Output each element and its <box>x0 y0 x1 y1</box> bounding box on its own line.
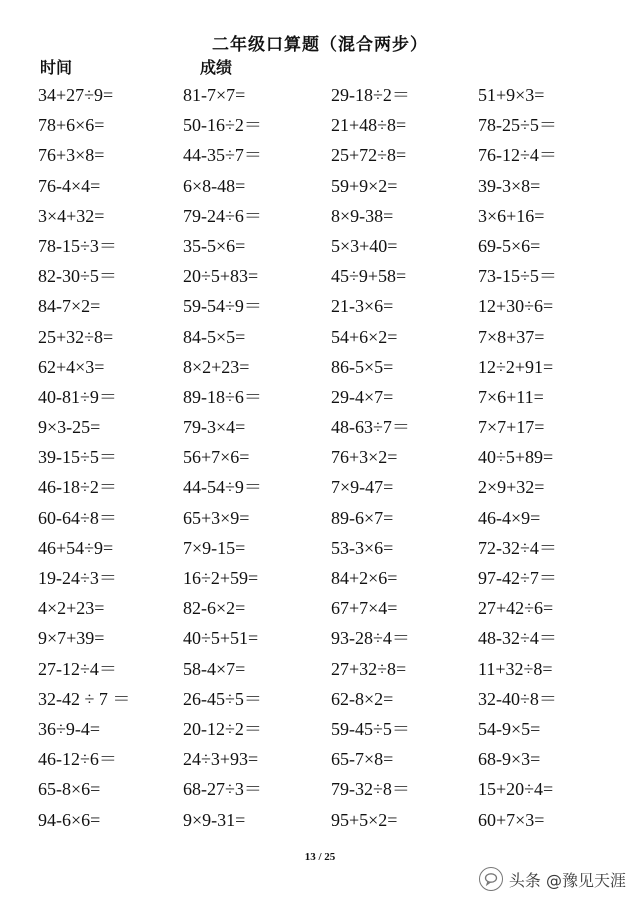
math-problem: 40÷5+89= <box>478 447 554 468</box>
math-problem: 89-6×7= <box>331 507 394 528</box>
math-problem: 32-40÷8＝ <box>478 688 557 709</box>
math-problem: 65-8×6= <box>38 779 101 800</box>
math-problem: 46-12÷6＝ <box>38 749 117 770</box>
math-problem: 21+48÷8= <box>331 115 407 136</box>
math-problem: 72-32÷4＝ <box>478 537 557 558</box>
math-problem: 39-3×8= <box>478 175 541 196</box>
chat-bubble-icon <box>479 867 503 891</box>
math-problem: 60-64÷8＝ <box>38 507 117 528</box>
math-problem: 79-3×4= <box>183 417 246 438</box>
math-problem: 89-18÷6＝ <box>183 386 262 407</box>
math-problem: 3×4+32= <box>38 205 105 226</box>
math-problem: 19-24÷3＝ <box>38 568 117 588</box>
math-problem: 9×3-25= <box>38 417 101 438</box>
math-problem: 97-42÷7＝ <box>478 568 557 588</box>
math-problem: 76-12÷4＝ <box>478 145 557 166</box>
math-problem: 44-54÷9＝ <box>183 477 262 498</box>
math-problem: 51+9×3= <box>478 85 545 105</box>
math-problem: 76+3×8= <box>38 145 105 166</box>
math-problem: 56+7×6= <box>183 447 250 468</box>
math-problem: 93-28÷4＝ <box>331 628 410 649</box>
math-problem: 54-9×5= <box>478 718 541 739</box>
math-problem: 46-18÷2＝ <box>38 477 117 498</box>
math-problem: 84-5×5= <box>183 326 246 347</box>
math-problem: 7×8+37= <box>478 326 545 347</box>
math-problem: 68-27÷3＝ <box>183 779 262 800</box>
math-problem: 20-12÷2＝ <box>183 718 262 739</box>
math-problem: 50-16÷2＝ <box>183 115 262 136</box>
math-problem: 69-5×6= <box>478 235 541 256</box>
math-problem: 29-18÷2＝ <box>331 85 410 105</box>
math-problem: 81-7×7= <box>183 85 246 105</box>
page-number: 13 / 25 <box>304 851 336 863</box>
math-problem: 24÷3+93= <box>183 749 259 770</box>
problem-grid <box>38 80 628 835</box>
math-problem: 25+32÷8= <box>38 326 114 347</box>
math-problem: 94-6×6= <box>38 809 101 830</box>
math-problem: 78-15÷3＝ <box>38 235 117 256</box>
math-problem: 45÷9+58= <box>331 266 407 287</box>
math-problem: 16÷2+59= <box>183 568 259 588</box>
math-problem: 4×2+23= <box>38 598 105 619</box>
math-problem: 21-3×6= <box>331 296 394 317</box>
math-problem: 54+6×2= <box>331 326 398 347</box>
math-problem: 12÷2+91= <box>478 356 554 377</box>
math-problem: 65-7×8= <box>331 749 394 770</box>
math-problem: 20÷5+83= <box>183 266 259 287</box>
math-problem: 11+32÷8= <box>478 658 553 679</box>
math-problem: 46+54÷9= <box>38 537 114 558</box>
math-problem: 26-45÷5＝ <box>183 688 262 709</box>
watermark-text: 头条 @豫见天涯 <box>508 870 626 890</box>
math-problem: 60+7×3= <box>478 809 545 830</box>
math-problem: 46-4×9= <box>478 507 541 528</box>
math-problem: 36÷9-4= <box>38 718 101 739</box>
math-problem: 32-42 ÷ 7 ＝ <box>38 688 131 709</box>
math-problem: 59+9×2= <box>331 175 398 196</box>
math-problem: 7×7+17= <box>478 417 545 438</box>
math-problem: 73-15÷5＝ <box>478 266 557 287</box>
math-problem: 8×2+23= <box>183 356 250 377</box>
math-problem: 39-15÷5＝ <box>38 447 117 468</box>
math-problem: 79-32÷8＝ <box>331 779 410 800</box>
math-problem: 82-30÷5＝ <box>38 266 117 287</box>
math-problem: 95+5×2= <box>331 809 398 830</box>
math-problem: 40÷5+51= <box>183 628 259 649</box>
math-problem: 35-5×6= <box>183 235 246 256</box>
math-problem: 2×9+32= <box>478 477 545 498</box>
math-problem: 82-6×2= <box>183 598 246 619</box>
math-problem: 86-5×5= <box>331 356 394 377</box>
math-problem: 29-4×7= <box>331 386 394 407</box>
math-problem: 9×7+39= <box>38 628 105 649</box>
score-label: 成绩 <box>200 58 233 77</box>
math-problem: 62+4×3= <box>38 356 105 377</box>
math-problem: 3×6+16= <box>478 205 545 226</box>
watermark <box>479 866 626 892</box>
page-title: 二年级口算题（混合两步） <box>212 35 428 55</box>
math-problem: 15+20÷4= <box>478 779 554 800</box>
math-problem: 9×9-31= <box>183 809 246 830</box>
math-problem: 78-25÷5＝ <box>478 115 557 136</box>
math-problem: 68-9×3= <box>478 749 541 770</box>
math-problem: 12+30÷6= <box>478 296 554 317</box>
math-problem: 7×9-15= <box>183 537 246 558</box>
math-problem: 44-35÷7＝ <box>183 145 262 166</box>
math-problem: 48-32÷4＝ <box>478 628 557 649</box>
math-problem: 59-54÷9＝ <box>183 296 262 317</box>
math-problem: 62-8×2= <box>331 688 394 709</box>
math-problem: 25+72÷8= <box>331 145 407 166</box>
math-problem: 8×9-38= <box>331 205 394 226</box>
math-problem: 84-7×2= <box>38 296 101 317</box>
math-problem: 5×3+40= <box>331 235 398 256</box>
math-problem: 27+42÷6= <box>478 598 554 619</box>
math-problem: 48-63÷7＝ <box>331 417 410 438</box>
math-problem: 6×8-48= <box>183 175 246 196</box>
math-problem: 76+3×2= <box>331 447 398 468</box>
math-problem: 40-81÷9＝ <box>38 386 117 407</box>
math-problem: 76-4×4= <box>38 175 101 196</box>
math-problem: 67+7×4= <box>331 598 398 619</box>
math-problem: 79-24÷6＝ <box>183 205 262 226</box>
math-problem: 84+2×6= <box>331 568 398 588</box>
math-problem: 78+6×6= <box>38 115 105 136</box>
math-problem: 65+3×9= <box>183 507 250 528</box>
time-label: 时间 <box>40 58 73 77</box>
math-problem: 58-4×7= <box>183 658 246 679</box>
math-problem: 27-12÷4＝ <box>38 658 117 679</box>
math-problem: 7×9-47= <box>331 477 394 498</box>
math-problem: 59-45÷5＝ <box>331 718 410 739</box>
math-problem: 53-3×6= <box>331 537 394 558</box>
math-problem: 34+27÷9= <box>38 85 114 105</box>
math-problem: 27+32÷8= <box>331 658 407 679</box>
math-problem: 7×6+11= <box>478 386 544 407</box>
